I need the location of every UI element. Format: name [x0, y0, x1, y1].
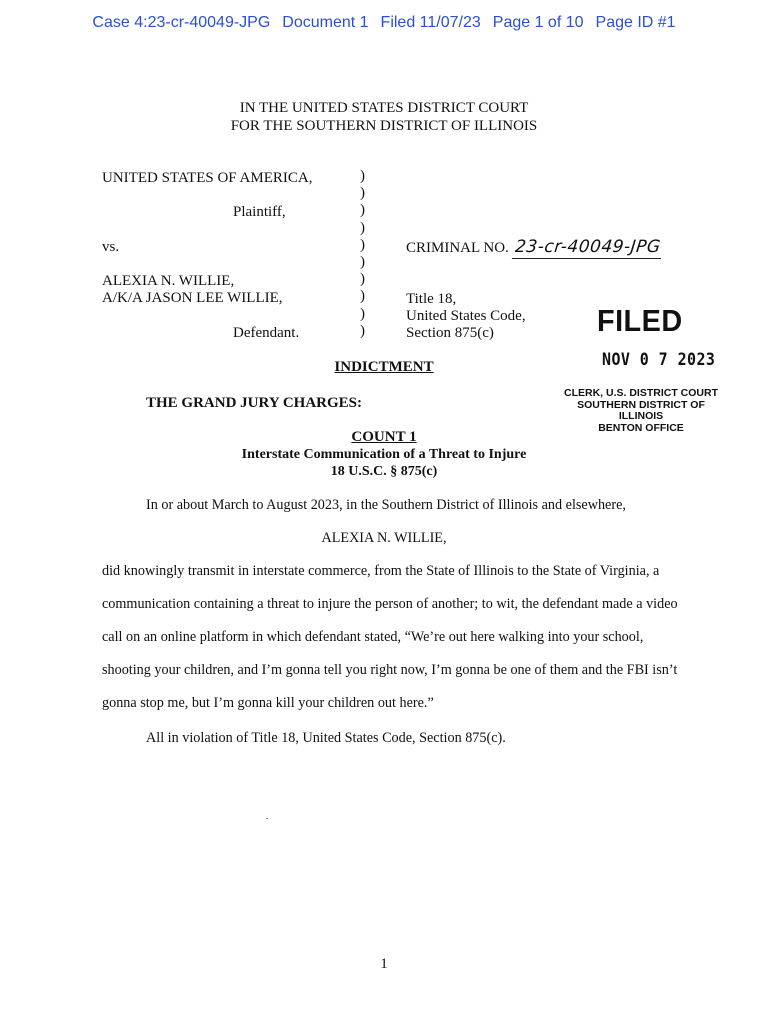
defendant-aka: A/K/A JASON LEE WILLIE,	[102, 290, 283, 306]
statute-line-1: Title 18,	[406, 291, 457, 307]
clerk-line-3: BENTON OFFICE	[598, 421, 684, 434]
criminal-number-label: CRIMINAL NO.	[406, 240, 509, 256]
scan-speck	[266, 818, 268, 819]
paren: )	[360, 168, 365, 184]
criminal-number	[406, 237, 662, 259]
count-heading	[0, 429, 768, 480]
caption-parentheses	[360, 168, 370, 340]
paren: )	[360, 322, 365, 339]
grand-jury-charges: THE GRAND JURY CHARGES:	[146, 395, 363, 411]
filed-stamp: FILED	[597, 303, 683, 338]
body-line-3: call on an online platform in which defendant stated, “We’re out here walking into your school,	[102, 629, 644, 645]
paren: )	[360, 236, 365, 253]
statute-line-3: Section 875(c)	[406, 325, 494, 341]
clerk-stamp	[556, 388, 726, 434]
body-line-2: communication containing a threat to injure the person of another; to wit, the defendant made a video	[102, 596, 678, 612]
header-page-id: Page ID #1	[595, 14, 676, 31]
paren: )	[360, 254, 365, 271]
header-filed-date: Filed 11/07/23	[380, 14, 481, 31]
court-line-1: IN THE UNITED STATES DISTRICT COURT	[239, 100, 529, 116]
paren: )	[360, 305, 365, 322]
defendant-role: Defendant.	[233, 325, 300, 341]
header-case-number: Case 4:23-cr-40049-JPG	[92, 14, 271, 31]
clerk-line-1: CLERK, U.S. DISTRICT COURT	[564, 387, 718, 399]
court-heading	[0, 99, 768, 135]
body-intro: In or about March to August 2023, in the Southern District of Illinois and elsewhere,	[146, 497, 626, 513]
versus: vs.	[102, 239, 120, 255]
defendant-name: ALEXIA N. WILLIE,	[102, 273, 235, 289]
body-defendant: ALEXIA N. WILLIE,	[321, 530, 447, 546]
paren: )	[360, 185, 365, 202]
plaintiff-name: UNITED STATES OF AMERICA,	[102, 170, 313, 186]
body-line-4: shooting your children, and I’m gonna tell you right now, I’m gonna be one of them and the FBI isn’t	[102, 662, 678, 678]
body-violation: All in violation of Title 18, United States Code, Section 875(c).	[146, 730, 506, 746]
plaintiff-role: Plaintiff,	[233, 204, 286, 220]
statute-line-2: United States Code,	[406, 308, 526, 324]
header-document: Document 1	[282, 14, 369, 31]
clerk-line-2: SOUTHERN DISTRICT OF ILLINOIS	[577, 398, 705, 422]
header-page: Page 1 of 10	[492, 14, 584, 31]
paren: )	[360, 202, 365, 219]
count-statute: 18 U.S.C. § 875(c)	[330, 464, 438, 479]
ecf-header	[0, 14, 768, 32]
body-line-1: did knowingly transmit in interstate commerce, from the State of Illinois to the State of Virginia, a	[102, 563, 660, 579]
paren: )	[360, 271, 365, 288]
body-line-5: gonna stop me, but I’m gonna kill your children out here.”	[102, 695, 434, 711]
paren: )	[360, 288, 365, 305]
filed-stamp-date: NOV 0 7 2023	[602, 350, 716, 370]
handwritten-case-number: 23-cr-40049-JPG	[511, 237, 663, 259]
indictment-title: INDICTMENT	[334, 359, 434, 375]
paren: )	[360, 219, 365, 236]
court-line-2: FOR THE SOUTHERN DISTRICT OF ILLINOIS	[230, 118, 538, 134]
page-number: 1	[380, 956, 388, 972]
count-title: COUNT 1	[351, 429, 417, 445]
count-subtitle: Interstate Communication of a Threat to Injure	[241, 447, 527, 462]
